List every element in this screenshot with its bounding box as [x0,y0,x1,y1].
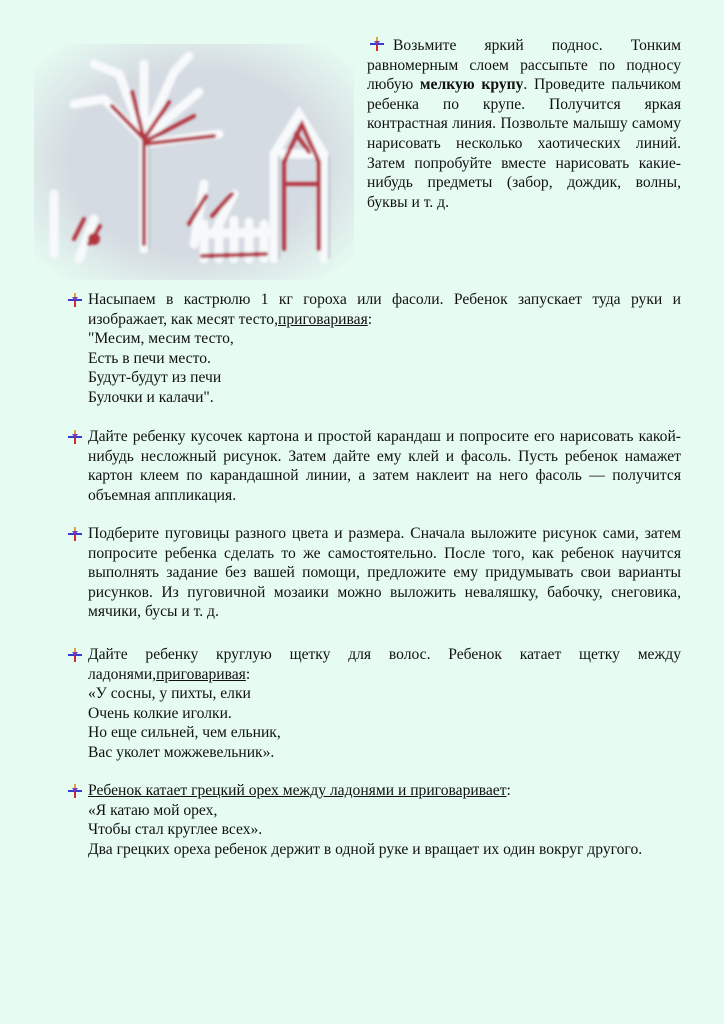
intro-text-2: . Проведите пальчиком ребенка по крупе. Получится яркая контрастная линия. Позвольте малышу самому нарисовать несколько хаотических линий. Затем попробуйте вместе нарисовать какие-нибудь предметы (забор, дождик, волны, буквы и т. д. [367,76,681,211]
item5-colon: : [506,782,511,799]
item-walnut-game [68,781,681,859]
item4-colon: : [245,665,251,683]
item5-verse-line: Чтобы стал круглее всех». [88,821,263,839]
item3-text: Подберите пуговицы разного цвета и размера. Сначала выложите рисунок сами, затем попросите ребенка сделать то же самостоятельно. После того, как ребенок научится выполнять задание без вашей помощи, предложите ему придумывать свои варианты рисунков. Из пуговичной мозаики можно выложить неваляшку, бабочку, снеговика, мячики, бусы и т. д. [88,525,681,621]
illustration-grain-drawing [34,44,354,280]
item4-verse-line: Очень колкие иголки. [88,704,232,722]
item5-underlined-sentence: Ребенок катает грецкий орех между ладонями и приговаривает [88,782,507,799]
item-button-mosaic [68,524,681,622]
item4-verse-line: Вас уколет можжевельник». [88,743,275,761]
item1-text: Насыпаем в кастрюлю 1 кг гороха или фасоли. Ребенок запускает туда руки и изображает, как месят тесто, [88,291,681,328]
item4-underlined-word: приговаривая [156,665,246,683]
item4-verse-line: «У сосны, у пихты, елки [88,685,251,703]
item5-verse-line: «Я катаю мой орех, [88,801,218,819]
item-hairbrush-game [68,645,681,763]
item-dough-game [68,290,681,408]
item4-verse-line: Но еще сильней, чем ельник, [88,724,281,742]
item1-verse-line: Есть в печи место. [88,349,211,367]
intro-bold-term: мелкую крупу [419,76,524,94]
item1-underlined-word: приговаривая [278,310,368,328]
intro-text-1: Возьмите яркий поднос. Тонким равномерным слоем рассыпьте по подносу любую [367,37,681,94]
item5-text: Два грецких ореха ребенок держит в одной руке и вращает их один вокруг другого. [88,840,643,858]
item4-text: Дайте ребенку круглую щетку для волос. Ребенок катает щетку между ладонями, [88,646,681,683]
item1-verse-line: "Месим, месим тесто, [88,330,234,348]
item-bean-applique [68,427,681,505]
item2-text: Дайте ребенку кусочек картона и простой карандаш и попросите его нарисовать какой-нибудь несложный рисунок. Затем дайте ему клей и фасоль. Пусть ребенок намажет картон клеем по карандашной линии, а затем наклеит на него фасоль — получится объемная аппликация. [88,428,681,504]
item1-verse-line: Булочки и калачи". [88,388,214,406]
item1-colon: : [367,310,373,328]
item1-verse-line: Будут-будут из печи [88,369,222,387]
intro-paragraph [367,36,681,212]
